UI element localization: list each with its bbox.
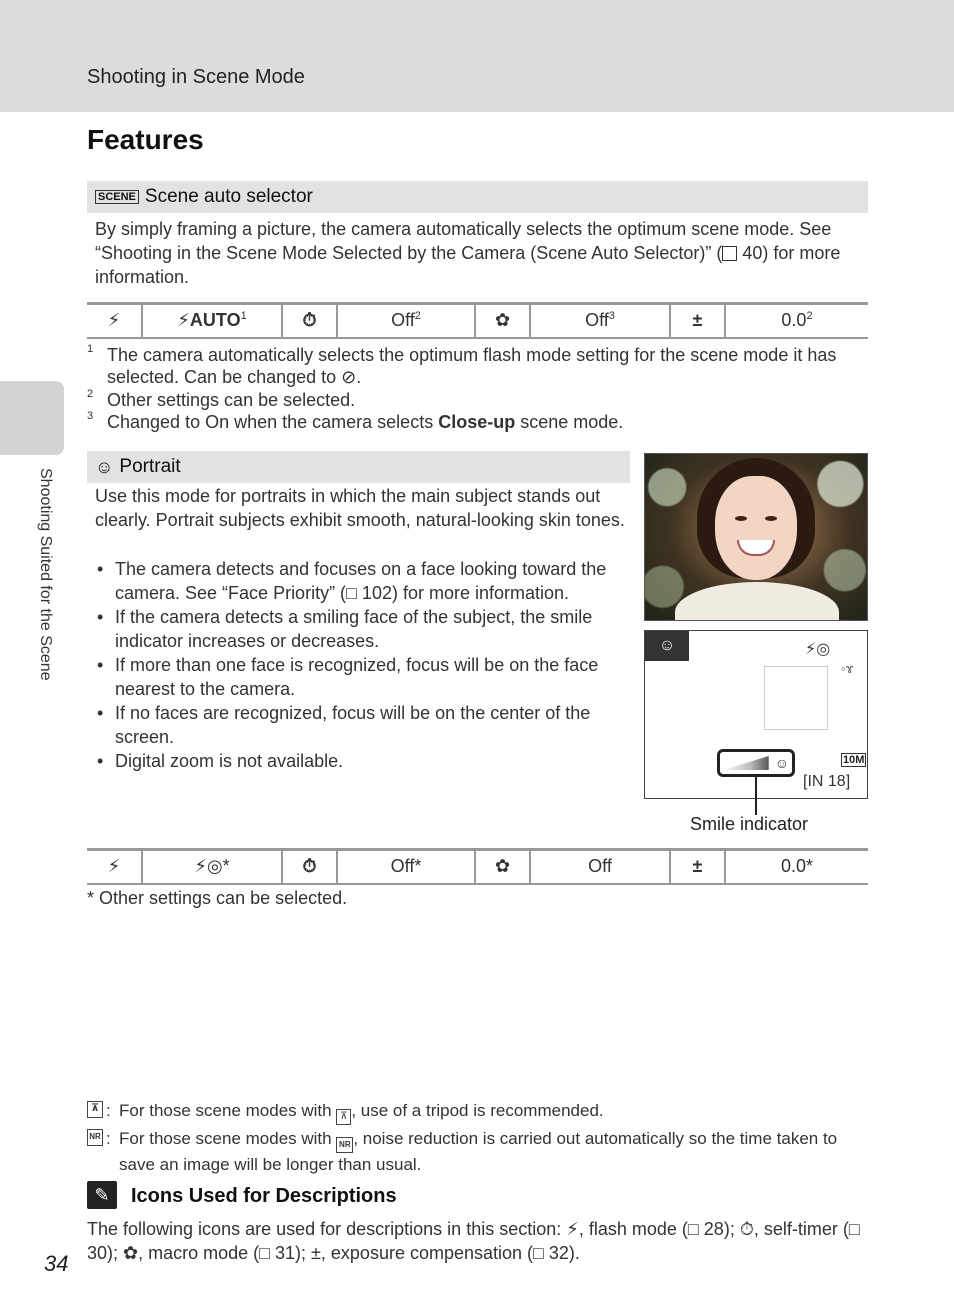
self-timer-value-text: Off bbox=[391, 310, 415, 331]
footnote-3 bbox=[87, 411, 857, 433]
portrait-footnote: * Other settings can be selected. bbox=[87, 888, 348, 908]
scene-auto-description bbox=[95, 217, 865, 289]
footnote-3-num: 3 bbox=[87, 410, 94, 422]
flash-mode-value bbox=[142, 304, 282, 338]
tripod-icon: ⊼ bbox=[87, 1101, 103, 1118]
flash-mode-icon: ⚡ bbox=[87, 850, 142, 884]
list-item: • The camera detects and focuses on a face looking toward the camera. See “Face Priority” (□ 102) for more information. bbox=[95, 557, 630, 605]
portrait-sample-photo bbox=[644, 453, 868, 621]
footnote-3-after: scene mode. bbox=[515, 412, 624, 432]
list-item: • If more than one face is recognized, focus will be on the face nearest to the camera. bbox=[95, 653, 630, 701]
portrait-heading bbox=[87, 451, 630, 483]
scene-auto-icon: SCENE bbox=[95, 190, 139, 204]
page-number: 34 bbox=[44, 1251, 69, 1276]
tripod-note: ⊼ : For those scene modes with ⊼ , use of a tripod is recommended. bbox=[87, 1099, 867, 1125]
footnote-2-num: 2 bbox=[87, 388, 94, 400]
tripod-note-text bbox=[87, 1099, 867, 1125]
flash-mode-sup: 1 bbox=[240, 310, 247, 323]
list-item: • Digital zoom is not available. bbox=[95, 749, 630, 773]
portrait-mode-icon: ☺ bbox=[645, 631, 689, 661]
footnote-1-text: The camera automatically selects the optimum flash mode setting for the scene mode it has selected. Can be changed to ⊘. bbox=[107, 345, 837, 387]
footnote-3-before: Changed to On when the camera selects bbox=[107, 412, 439, 432]
self-timer-icon: ⏱ bbox=[282, 304, 337, 338]
tripod-note-before: For those scene modes with bbox=[119, 1101, 337, 1120]
image-size-icon: 10M bbox=[843, 754, 865, 766]
portrait-settings-table bbox=[87, 848, 868, 885]
footnote-3-bold: Close-up bbox=[438, 412, 516, 432]
chapter-side-label: Shooting Suited for the Scene bbox=[37, 468, 54, 681]
exposure-comp-icon: ± bbox=[670, 850, 725, 884]
footnote-1 bbox=[87, 344, 857, 388]
exposure-comp-value: 0.0* bbox=[725, 850, 868, 884]
noise-reduction-icon: NR bbox=[87, 1129, 103, 1146]
flash-mode-value-text: ⚡AUTO bbox=[177, 310, 241, 331]
icons-used-text: The following icons are used for descriptions in this section: ⚡, flash mode (□ 28); ⏱, self-timer (□ 30); ✿, macro mode (□ 31); ±, exposure compensation (□ 32). bbox=[87, 1219, 860, 1263]
smile-indicator-leader-line bbox=[755, 777, 757, 815]
exposure-comp-sup: 2 bbox=[806, 310, 813, 323]
section-header-title: Shooting in Scene Mode bbox=[87, 66, 305, 88]
list-item: • If the camera detects a smiling face of the subject, the smile indicator increases or decreases. bbox=[95, 605, 630, 653]
tripod-inline-icon: ⊼ bbox=[336, 1109, 351, 1125]
portrait-bullets bbox=[95, 557, 630, 773]
nr-inline-icon: NR bbox=[336, 1137, 353, 1153]
footnote-3-text bbox=[87, 411, 857, 433]
list-item: • If no faces are recognized, focus will be on the center of the screen. bbox=[95, 701, 630, 749]
pencil-note-icon: ✎ bbox=[87, 1181, 117, 1209]
portrait-title: Portrait bbox=[119, 456, 181, 477]
page-title: Features bbox=[87, 124, 204, 155]
portrait-icon: ☺ bbox=[95, 456, 114, 477]
noise-reduction-note: NR : For those scene modes with NR , noise reduction is carried out automatically so the time taken to save an image will be longer than usual. bbox=[87, 1127, 867, 1176]
header-band bbox=[0, 0, 954, 112]
macro-mode-value bbox=[530, 304, 670, 338]
macro-mode-icon: ✿ bbox=[475, 850, 530, 884]
self-timer-sup: 2 bbox=[414, 310, 421, 323]
smile-indicator bbox=[717, 749, 795, 777]
nr-note-before: For those scene modes with bbox=[119, 1129, 337, 1148]
icons-used-heading: Icons Used for Descriptions bbox=[131, 1185, 397, 1207]
smile-indicator-caption: Smile indicator bbox=[690, 814, 809, 834]
footnote-2-text: Other settings can be selected. bbox=[107, 390, 356, 410]
exposures-remaining: [IN 18] bbox=[803, 773, 851, 790]
scene-auto-settings-table bbox=[87, 302, 868, 339]
footnote-2 bbox=[87, 389, 857, 411]
macro-mode-value: Off bbox=[530, 850, 670, 884]
noise-reduction-note-text bbox=[87, 1127, 867, 1176]
scene-auto-title: Scene auto selector bbox=[144, 186, 313, 207]
macro-mode-icon: ✿ bbox=[475, 304, 530, 338]
scene-auto-selector-heading bbox=[87, 181, 868, 213]
macro-mode-sup: 3 bbox=[608, 310, 615, 323]
page-ref-icon bbox=[722, 246, 737, 261]
scene-auto-description-text: By simply framing a picture, the camera automatically selects the optimum scene mode. See “Shooting in the Scene Mode Selected by the Camera (Scene Auto Selector)” ( bbox=[95, 219, 832, 263]
scene-auto-ref: 40) for more information. bbox=[95, 243, 841, 287]
vibration-reduction-icon: ◦ɤ bbox=[841, 661, 854, 676]
smile-face-icon: ☺ bbox=[774, 755, 789, 771]
smile-level-bar bbox=[723, 756, 769, 770]
flash-mode-value: ⚡◎* bbox=[142, 850, 282, 884]
chapter-side-tab bbox=[0, 381, 64, 455]
self-timer-value: Off* bbox=[337, 850, 475, 884]
camera-monitor-display bbox=[644, 630, 868, 799]
exposure-comp-value bbox=[725, 304, 868, 338]
footnote-1-num: 1 bbox=[87, 343, 94, 355]
nr-note-after: , noise reduction is carried out automatically so the time taken to save an image will be longer than usual. bbox=[119, 1129, 838, 1174]
self-timer-icon: ⏱ bbox=[282, 850, 337, 884]
focus-area-frame bbox=[764, 666, 828, 730]
portrait-description: Use this mode for portraits in which the main subject stands out clearly. Portrait subjects exhibit smooth, natural-looking skin tones. bbox=[95, 486, 625, 530]
flash-redeye-icon: ⚡◎ bbox=[805, 641, 831, 658]
tripod-note-after: , use of a tripod is recommended. bbox=[351, 1101, 604, 1120]
flash-mode-icon: ⚡ bbox=[87, 304, 142, 338]
exposure-comp-value-text: 0.0 bbox=[781, 310, 807, 331]
macro-mode-value-text: Off bbox=[585, 310, 609, 331]
self-timer-value bbox=[337, 304, 475, 338]
exposure-comp-icon: ± bbox=[670, 304, 725, 338]
